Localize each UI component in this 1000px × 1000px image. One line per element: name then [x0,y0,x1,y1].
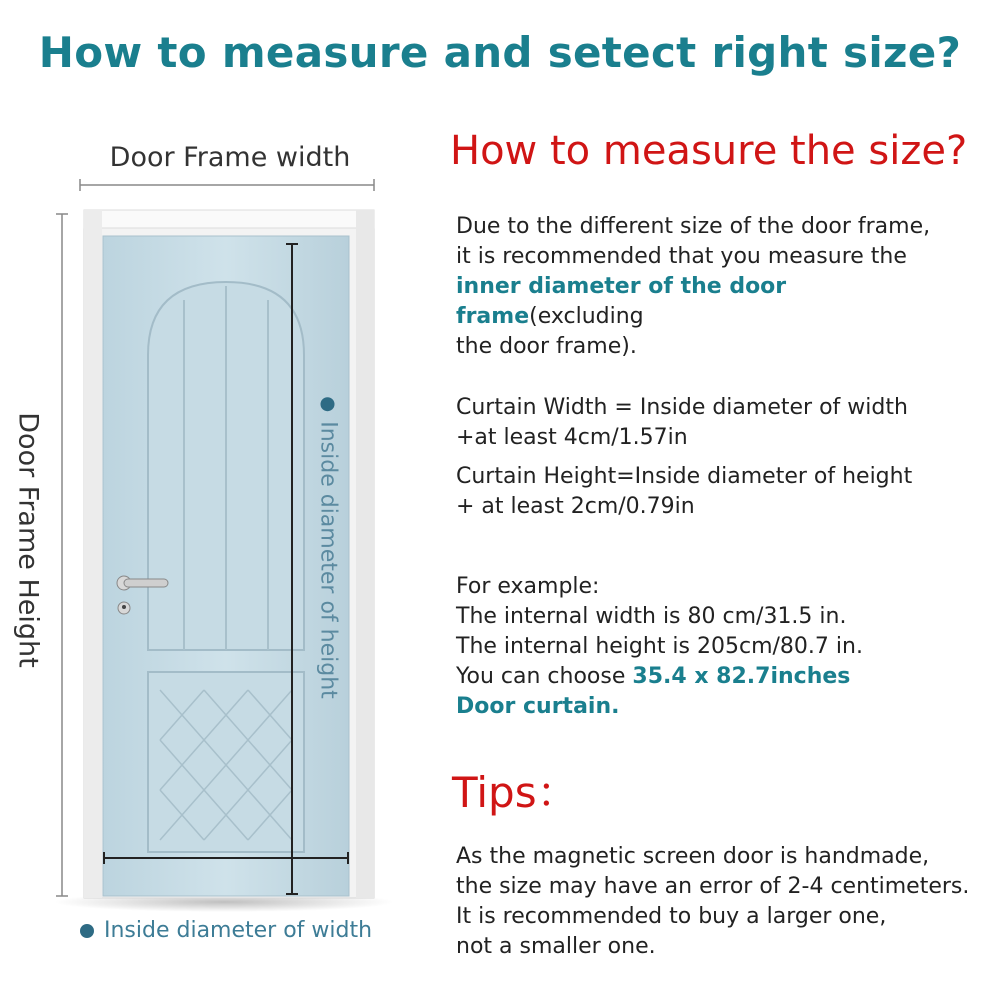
bullet-dot-icon [80,924,94,938]
inside-diameter-width-label: Inside diameter of width [80,918,372,943]
curtain-height-formula: Curtain Height=Inside diameter of height + at least 2cm/0.79in [456,464,913,519]
frame-width-line [80,179,374,191]
door-frame-height-label: Door Frame Height [12,412,44,668]
door-frame-left-edge [84,210,102,898]
main-title: How to measure and setect right size? [38,28,962,77]
example-text: For example: The internal width is 80 cm/31.5 in. The internal height is 205cm/80.7 in. You can choose 35.4 x 82.7inches Door curtain. [456,572,976,722]
door-lower-panel [148,672,304,852]
frame-height-line [56,214,68,896]
door-frame-width-label: Door Frame width [109,142,351,173]
curtain-width-formula: Curtain Width = Inside diameter of width +at least 4cm/1.57in [456,395,908,450]
intro-text: Due to the different size of the door frame, it is recommended that you measure the inner diameter of the door frame(excluding the door frame). [456,214,931,359]
intro-highlight: inner diameter of the door frame [456,274,787,329]
keyhole-icon [118,602,130,614]
example-size-highlight: 35.4 x 82.7inches [632,664,851,689]
section-title: How to measure the size? [450,128,968,174]
door-frame-top [84,210,374,228]
inside-diameter-height-label: Inside diameter of height [316,397,341,699]
tips-title: Tips： [452,768,579,817]
tips-text: As the magnetic screen door is handmade, the size may have an error of 2-4 centimeters. It is recommended to buy a larger one, not a smaller one. [456,844,970,959]
example-product-highlight: Door curtain. [456,694,620,719]
door-frame-right-edge [356,210,374,898]
bullet-dot-icon [321,397,335,411]
